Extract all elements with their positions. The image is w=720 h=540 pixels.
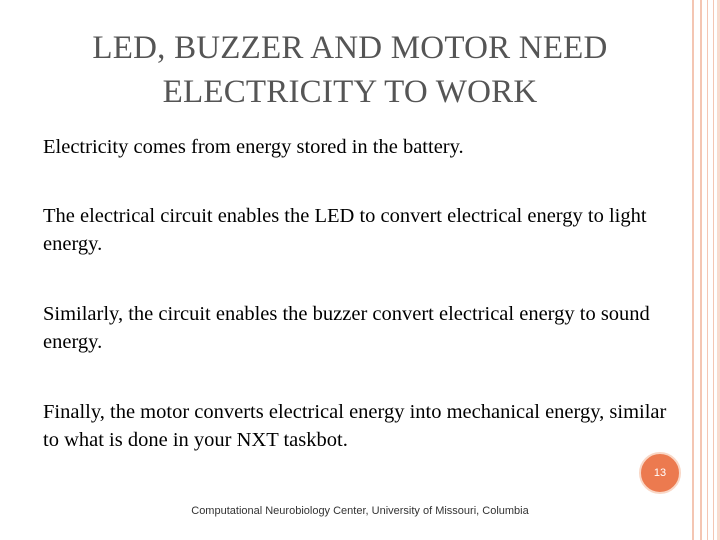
slide-title [40, 26, 660, 114]
border-decoration [700, 0, 702, 540]
bullet-text: Finally, the motor converts electrical energy into mechanical energy, similar to what is done in your NXT taskbot. [43, 401, 667, 451]
border-decoration [713, 0, 714, 540]
bullet-text: Similarly, the circuit enables the buzzer convert electrical energy to sound energy. [43, 303, 650, 353]
title-line-2: ELECTRICITY TO WORK [162, 74, 538, 110]
bullet-text: Electricity comes from energy stored in the battery. [43, 136, 464, 158]
footer-text: Computational Neurobiology Center, University of Missouri, Columbia [191, 505, 529, 517]
bullet-text: The electrical circuit enables the LED to convert electrical energy to light energy. [43, 205, 647, 255]
title-line-1: LED, BUZZER AND MOTOR NEED [92, 30, 608, 66]
page-number-badge: 13 [639, 452, 681, 494]
border-decoration [707, 0, 708, 540]
border-decoration [692, 0, 694, 540]
